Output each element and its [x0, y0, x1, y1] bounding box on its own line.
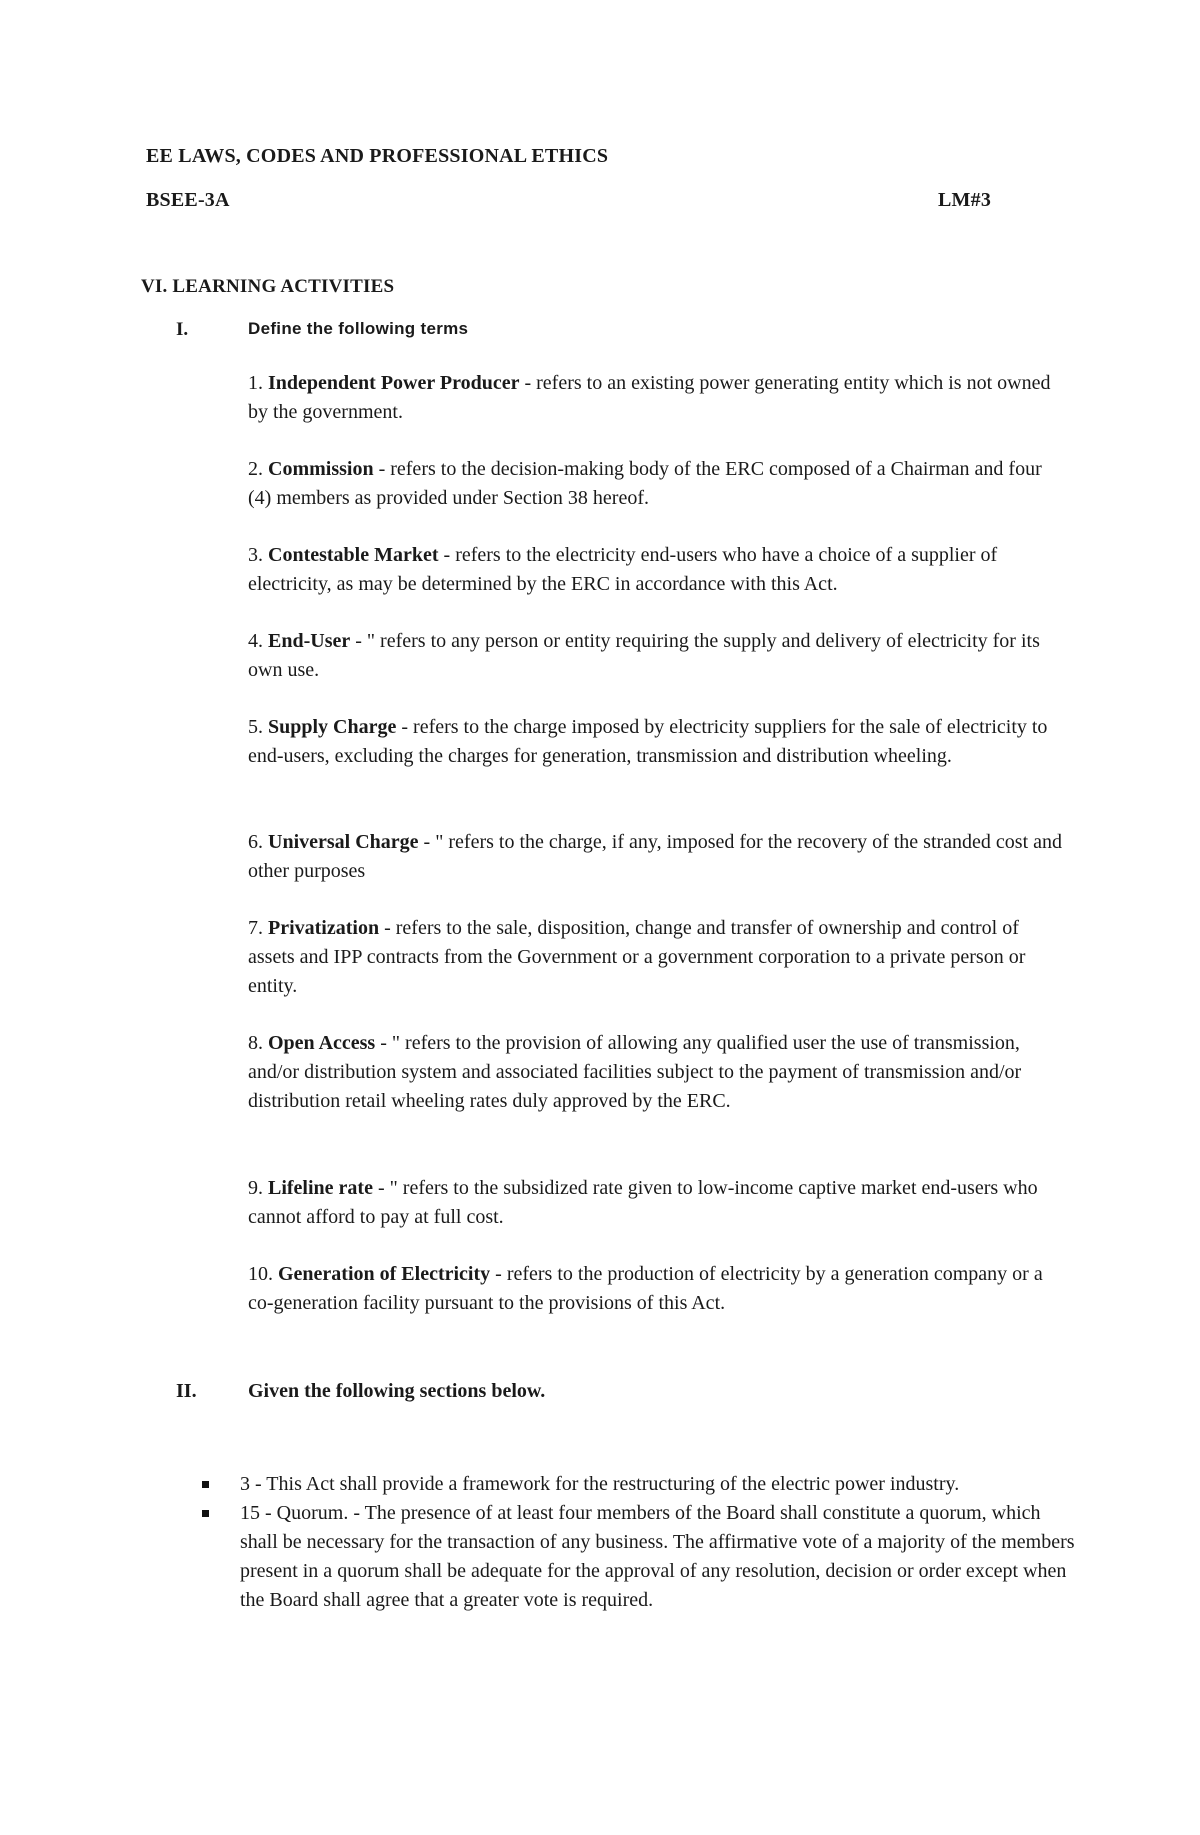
- term-number: 6.: [248, 831, 263, 853]
- term-item: [248, 1029, 1068, 1116]
- sections-list: [198, 1470, 1078, 1615]
- term-number: 1.: [248, 372, 263, 394]
- term-name: Contestable Market: [268, 544, 439, 566]
- term-number: 8.: [248, 1032, 263, 1054]
- part1-title: Define the following terms: [248, 319, 469, 338]
- term-definition: - refers to an existing power generating entity which is not owned by the government.: [248, 372, 1051, 423]
- course-title: EE LAWS, CODES AND PROFESSIONAL ETHICS: [146, 145, 609, 167]
- term-item: [248, 828, 1068, 886]
- section-text: 3 - This Act shall provide a framework for the restructuring of the electric power industry.: [240, 1473, 960, 1495]
- square-bullet-icon: [202, 1510, 209, 1517]
- term-number: 2.: [248, 458, 263, 480]
- part2-numeral: II.: [176, 1380, 197, 1402]
- term-definition: - refers to the sale, disposition, change and transfer of ownership and control of assets and IPP contracts from the Government or a government corporation to a private person or entity.: [248, 917, 1026, 997]
- square-bullet-icon: [202, 1481, 209, 1488]
- term-item: [248, 1174, 1068, 1232]
- learning-activities-heading: VI. LEARNING ACTIVITIES: [141, 276, 395, 297]
- term-definition: - " refers to any person or entity requiring the supply and delivery of electricity for its own use.: [248, 630, 1040, 681]
- term-definition: - " refers to the charge, if any, imposed for the recovery of the stranded cost and other purposes: [248, 831, 1063, 882]
- section-code: BSEE-3A: [146, 189, 230, 211]
- module-code: LM#3: [938, 189, 992, 211]
- part1-numeral: I.: [176, 319, 189, 340]
- term-name: Generation of Electricity: [278, 1263, 491, 1285]
- term-item: [248, 627, 1068, 685]
- term-number: 9.: [248, 1177, 263, 1199]
- term-definition: - " refers to the subsidized rate given to low-income captive market end-users who cannot afford to pay at full cost.: [248, 1177, 1038, 1228]
- term-item: [248, 713, 1068, 771]
- term-number: 5.: [248, 716, 263, 738]
- term-item: [248, 369, 1068, 427]
- list-item: [198, 1499, 1078, 1615]
- part2-title: Given the following sections below.: [248, 1380, 546, 1402]
- term-definition: - refers to the electricity end-users who have a choice of a supplier of electricity, as may be determined by the ERC in accordance with this Act.: [248, 544, 998, 595]
- term-name: Universal Charge: [268, 831, 419, 853]
- term-definition: - " refers to the provision of allowing any qualified user the use of transmission, and/or distribution system and associated facilities subject to the payment of transmission and/or distribution retail wheeling rates duly approved by the ERC.: [248, 1032, 1022, 1112]
- term-name: Open Access: [268, 1032, 376, 1054]
- term-number: 4.: [248, 630, 263, 652]
- term-item: [248, 914, 1068, 1001]
- term-definition: - refers to the charge imposed by electricity suppliers for the sale of electricity to end-users, excluding the charges for generation, transmission and distribution wheeling.: [248, 716, 1048, 767]
- term-name: Privatization: [268, 917, 380, 939]
- term-item: [248, 1260, 1068, 1318]
- term-name: End-User: [268, 630, 351, 652]
- term-number: 3.: [248, 544, 263, 566]
- term-name: Independent Power Producer: [268, 372, 520, 394]
- term-name: Commission: [268, 458, 374, 480]
- term-item: [248, 455, 1068, 513]
- term-name: Supply Charge: [268, 716, 397, 738]
- term-name: Lifeline rate: [268, 1177, 373, 1199]
- list-item: [198, 1470, 1078, 1499]
- term-definition: - refers to the production of electricity by a generation company or a co-generation facility pursuant to the provisions of this Act.: [248, 1263, 1043, 1314]
- section-text: 15 - Quorum. - The presence of at least four members of the Board shall constitute a quorum, which shall be necessary for the transaction of any business. The affirmative vote of a majority of the members present in a quorum shall be adequate for the approval of any resolution, decision or order except when the Board shall agree that a greater vote is required.: [240, 1502, 1075, 1611]
- term-number: 10.: [248, 1263, 273, 1285]
- term-item: [248, 541, 1068, 599]
- term-number: 7.: [248, 917, 263, 939]
- term-definition: - refers to the decision-making body of the ERC composed of a Chairman and four (4) members as provided under Section 38 hereof.: [248, 458, 1042, 509]
